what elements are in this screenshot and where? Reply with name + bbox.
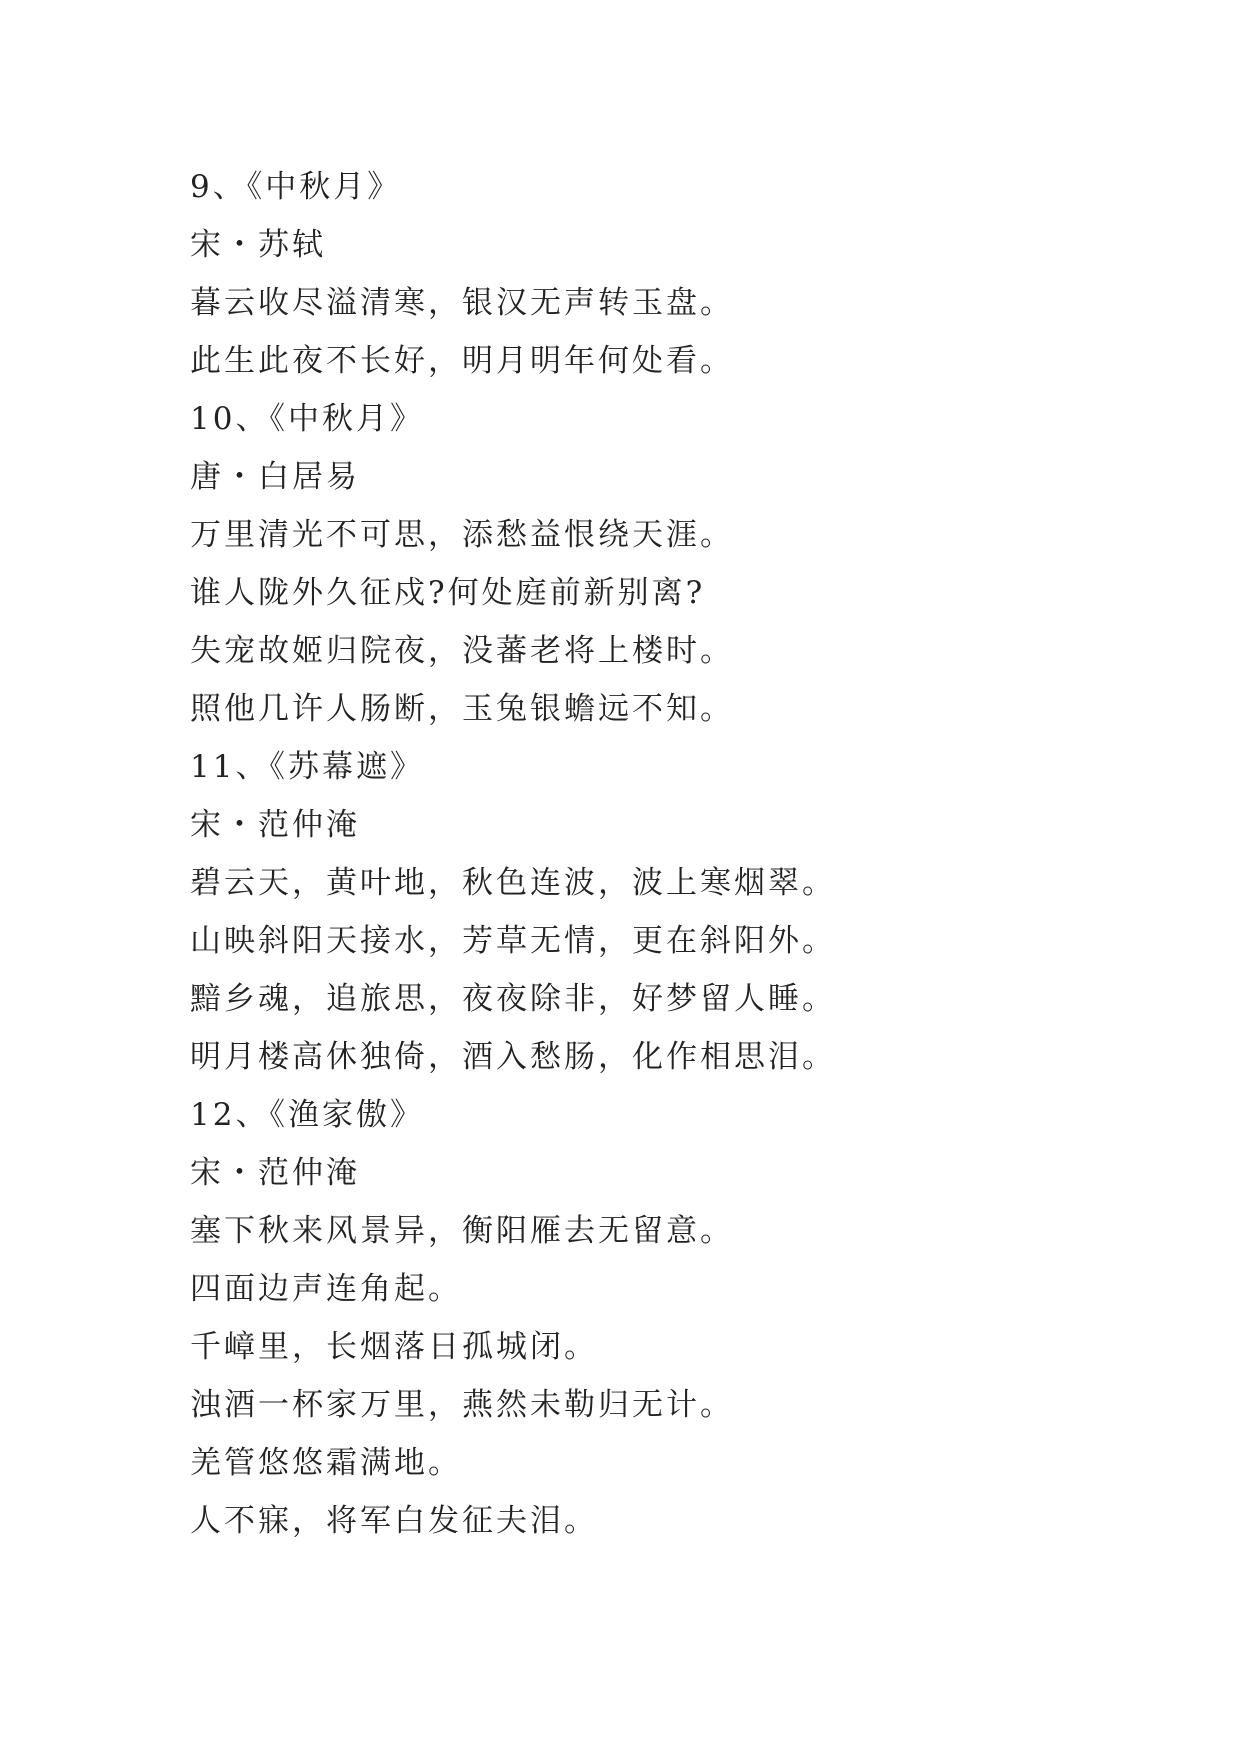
poem-line: 明月楼高休独倚，酒入愁肠，化作相思泪。 [190, 1039, 836, 1075]
poem-line: 万里清光不可思，添愁益恨绕天涯。 [190, 517, 734, 553]
poem-line: 黯乡魂，追旅思，夜夜除非，好梦留人睡。 [190, 981, 836, 1017]
poem-line: 千嶂里，长烟落日孤城闭。 [190, 1329, 598, 1365]
poem-author: 宋・苏轼 [190, 227, 326, 263]
poem-9 [190, 158, 1150, 390]
poem-line: 羌管悠悠霜满地。 [190, 1445, 462, 1481]
poem-title: 9、《中秋月》 [190, 169, 402, 205]
poem-line: 谁人陇外久征戍?何处庭前新别离? [190, 575, 706, 611]
poem-line: 浊酒一杯家万里，燕然未勒归无计。 [190, 1387, 734, 1423]
poem-line: 山映斜阳天接水，芳草无情，更在斜阳外。 [190, 923, 836, 959]
poem-11 [190, 738, 1150, 1086]
poem-line: 碧云天，黄叶地，秋色连波，波上寒烟翠。 [190, 865, 836, 901]
poem-line: 暮云收尽溢清寒，银汉无声转玉盘。 [190, 285, 734, 321]
poem-line: 人不寐，将军白发征夫泪。 [190, 1503, 598, 1539]
poem-line: 失宠故姬归院夜，没蕃老将上楼时。 [190, 633, 734, 669]
poem-title: 10、《中秋月》 [190, 401, 424, 437]
poem-title: 12、《渔家傲》 [190, 1097, 424, 1133]
poem-line: 照他几许人肠断，玉兔银蟾远不知。 [190, 691, 734, 727]
poem-author: 宋・范仲淹 [190, 807, 360, 843]
poem-10 [190, 390, 1150, 738]
poem-list [190, 158, 1150, 1550]
poem-author: 唐・白居易 [190, 459, 360, 495]
poem-line: 四面边声连角起。 [190, 1271, 462, 1307]
poem-author: 宋・范仲淹 [190, 1155, 360, 1191]
poem-line: 此生此夜不长好，明月明年何处看。 [190, 343, 734, 379]
poem-title: 11、《苏幕遮》 [190, 749, 424, 785]
poem-line: 塞下秋来风景异，衡阳雁去无留意。 [190, 1213, 734, 1249]
poem-12 [190, 1086, 1150, 1550]
